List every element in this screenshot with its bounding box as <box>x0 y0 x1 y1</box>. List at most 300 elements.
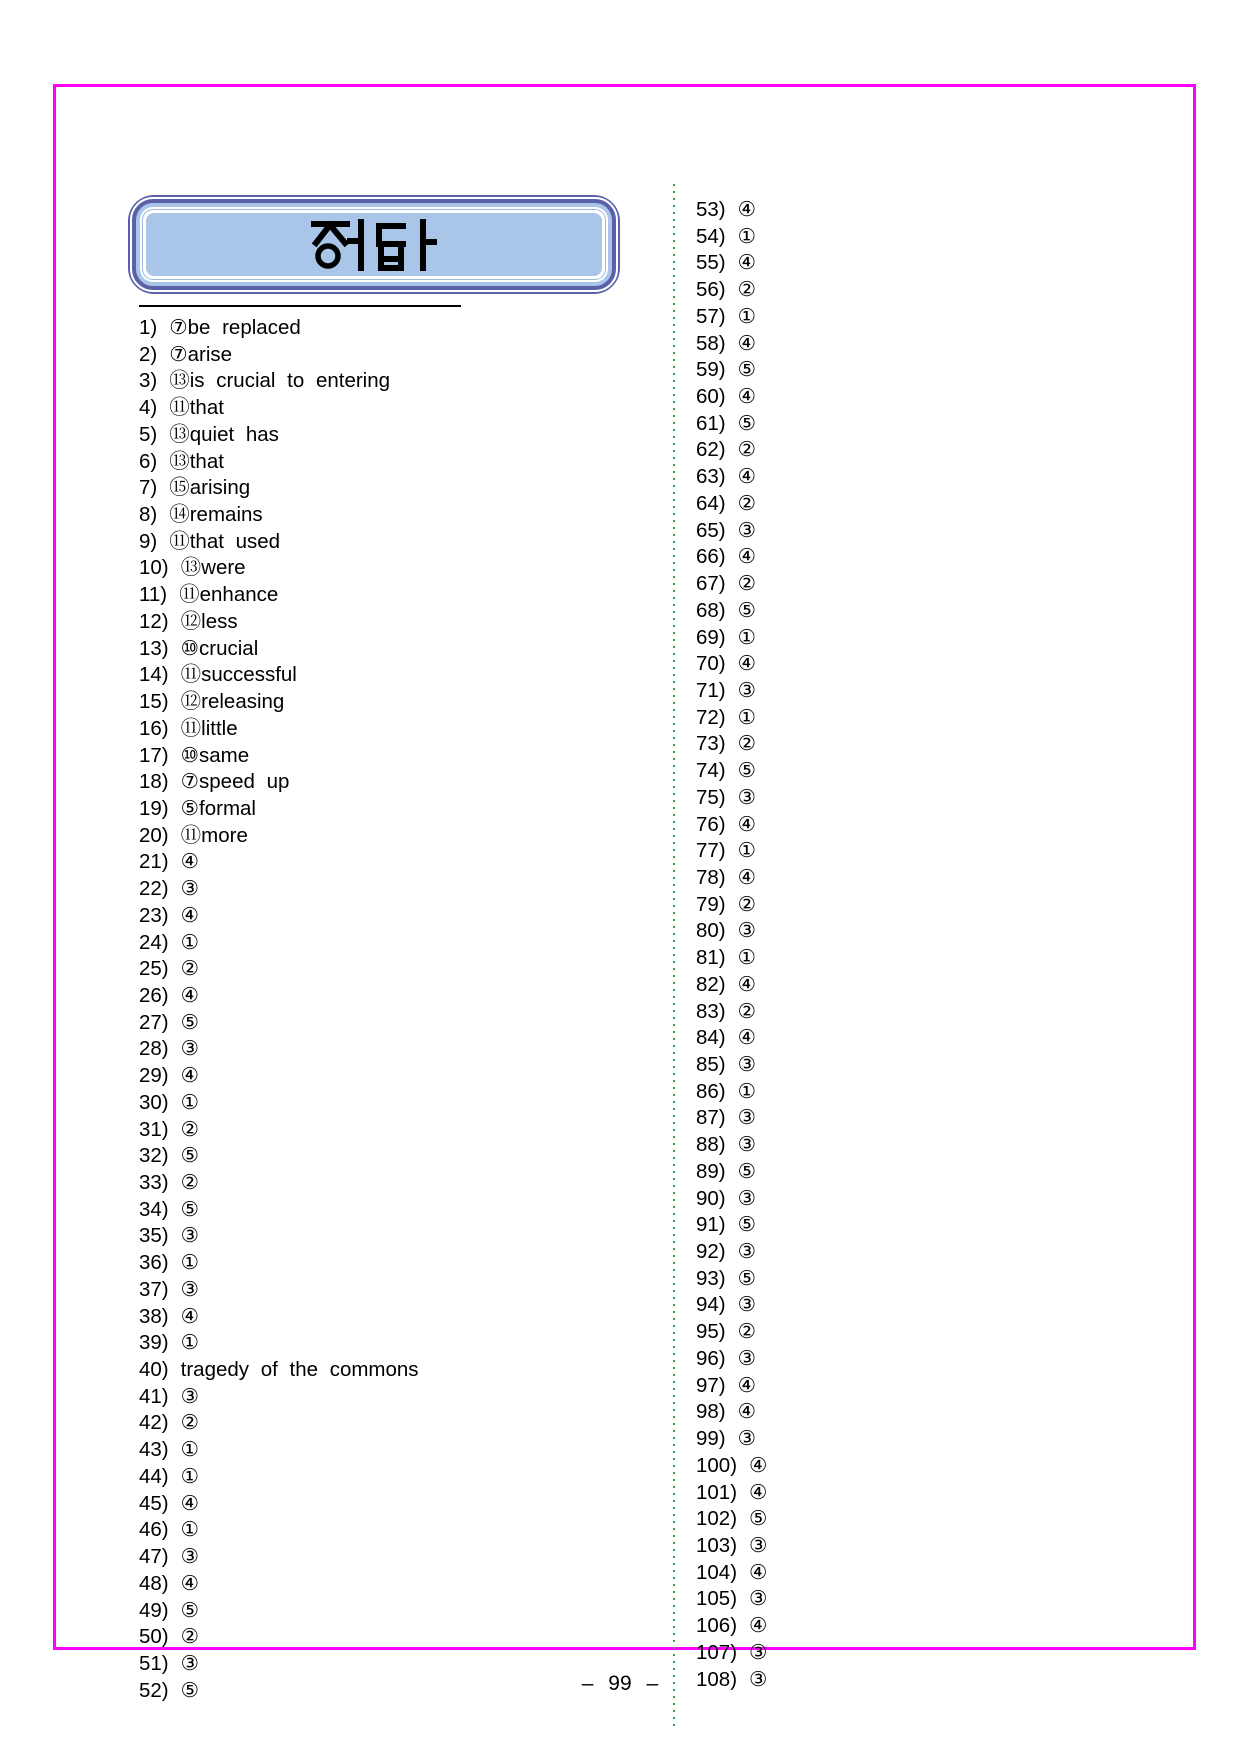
answer-row <box>139 1197 419 1224</box>
question-number: 81) <box>696 946 726 970</box>
answer-row <box>696 1453 767 1480</box>
answer-row <box>139 555 419 582</box>
question-number: 19) <box>139 796 169 820</box>
question-number: 7) <box>139 476 158 500</box>
question-number: 106) <box>696 1614 738 1638</box>
answer-row <box>139 716 419 743</box>
question-number: 37) <box>139 1277 169 1301</box>
answer-row <box>696 250 767 277</box>
question-number: 21) <box>139 850 169 874</box>
answer-value: ④ <box>749 1614 768 1638</box>
answer-value: ⑤ <box>180 1678 200 1702</box>
question-number: 46) <box>139 1518 169 1542</box>
question-number: 101) <box>696 1480 738 1504</box>
question-number: 17) <box>139 743 169 767</box>
question-number: 52) <box>139 1678 169 1702</box>
answer-value: ② <box>737 572 757 596</box>
answer-value: ⑮arising <box>169 476 251 500</box>
answer-row <box>696 945 767 972</box>
question-number: 87) <box>696 1106 726 1130</box>
answer-value: ③ <box>737 785 757 809</box>
answer-row <box>696 357 767 384</box>
question-number: 8) <box>139 503 158 527</box>
question-number: 9) <box>139 529 158 553</box>
answer-row <box>696 1292 767 1319</box>
question-number: 42) <box>139 1411 169 1435</box>
answer-value: ③ <box>737 1293 757 1317</box>
banner-layer-5 <box>142 209 606 280</box>
answer-value: ④ <box>737 1026 757 1050</box>
answer-row <box>696 1426 767 1453</box>
answer-row <box>139 1410 419 1437</box>
answer-value: ⑭remains <box>169 503 263 527</box>
question-number: 20) <box>139 823 169 847</box>
question-number: 41) <box>139 1384 169 1408</box>
answer-row <box>696 1159 767 1186</box>
answer-value: ② <box>737 438 757 462</box>
answer-value: ③ <box>180 877 200 901</box>
answer-row <box>139 903 419 930</box>
question-number: 27) <box>139 1010 169 1034</box>
answer-row <box>696 812 767 839</box>
question-number: 85) <box>696 1053 726 1076</box>
answer-row <box>696 304 767 331</box>
answer-row <box>139 1437 419 1464</box>
answer-row <box>696 1533 767 1560</box>
answer-row <box>696 705 767 732</box>
answer-value: ⑤ <box>737 1266 757 1290</box>
answer-row <box>139 1517 419 1544</box>
answer-value: ⑦arise <box>169 342 233 366</box>
answer-row <box>696 1212 767 1239</box>
question-number: 45) <box>139 1491 169 1515</box>
question-number: 78) <box>696 865 726 889</box>
answer-value: ④ <box>737 251 757 275</box>
answer-value: ④ <box>180 1571 200 1595</box>
answer-row <box>696 1105 767 1132</box>
answer-row <box>696 892 767 919</box>
answer-value: ④ <box>180 1491 200 1515</box>
answer-row <box>696 1373 767 1400</box>
banner-layer-3 <box>136 203 612 286</box>
question-number: 102) <box>696 1507 738 1531</box>
answer-row <box>696 1052 767 1079</box>
answer-value: ② <box>180 957 200 981</box>
answer-value: ⑬is crucial to entering <box>169 369 391 393</box>
answer-row <box>139 1223 419 1250</box>
question-number: 53) <box>696 198 726 221</box>
question-number: 94) <box>696 1293 726 1317</box>
answer-value: ④ <box>180 903 200 927</box>
answer-row <box>696 331 767 358</box>
answer-row <box>696 1025 767 1052</box>
answer-row <box>139 1277 419 1304</box>
answer-value: ④ <box>737 652 757 676</box>
answer-row <box>139 609 419 636</box>
question-number: 56) <box>696 278 726 302</box>
answer-value: ② <box>737 892 757 916</box>
answer-row <box>139 1304 419 1331</box>
answer-row <box>139 983 419 1010</box>
answer-value: ⑦be replaced <box>169 316 301 339</box>
answer-value: ⑪that <box>169 396 224 420</box>
question-number: 61) <box>696 411 726 435</box>
question-number: 91) <box>696 1213 726 1237</box>
answer-value: ① <box>180 930 200 954</box>
banner-layer-4 <box>140 207 608 282</box>
question-number: 108) <box>696 1667 738 1691</box>
answer-row <box>696 571 767 598</box>
answer-value: ⑤ <box>180 1144 200 1168</box>
answer-value: ③ <box>180 1545 200 1569</box>
question-number: 50) <box>139 1625 169 1649</box>
answer-value: ③ <box>737 1133 757 1157</box>
answer-row <box>139 1036 419 1063</box>
answer-value: ① <box>737 946 757 970</box>
answer-value: ① <box>180 1251 200 1275</box>
answer-row <box>696 1586 767 1613</box>
answer-value: ② <box>180 1117 200 1141</box>
answer-row <box>139 1330 419 1357</box>
question-number: 80) <box>696 919 726 943</box>
question-number: 76) <box>696 812 726 836</box>
question-number: 104) <box>696 1560 738 1584</box>
question-number: 26) <box>139 983 169 1007</box>
answer-value: ③ <box>737 1186 757 1210</box>
answer-value: ③ <box>737 1106 757 1130</box>
question-number: 23) <box>139 903 169 927</box>
answer-value: ① <box>737 304 757 328</box>
answer-value: ④ <box>180 1304 200 1328</box>
answer-row <box>696 464 767 491</box>
answer-row <box>696 544 767 571</box>
answer-row <box>696 1506 767 1533</box>
question-number: 93) <box>696 1266 726 1290</box>
answer-row <box>139 1598 419 1625</box>
answer-value: ⑬that <box>169 449 224 473</box>
answer-value: ③ <box>737 1240 757 1264</box>
answer-row <box>139 1170 419 1197</box>
answer-value: ② <box>737 491 757 515</box>
question-number: 43) <box>139 1438 169 1462</box>
answer-value: ③ <box>737 1053 757 1076</box>
answer-row <box>696 518 767 545</box>
question-number: 100) <box>696 1453 738 1477</box>
question-number: 86) <box>696 1079 726 1103</box>
question-number: 63) <box>696 465 726 489</box>
question-number: 73) <box>696 732 726 756</box>
answer-value: ③ <box>737 1346 757 1370</box>
answer-value: ⑪little <box>180 716 238 740</box>
question-number: 84) <box>696 1026 726 1050</box>
question-number: 33) <box>139 1171 169 1194</box>
question-number: 89) <box>696 1159 726 1183</box>
answer-row <box>139 636 419 663</box>
answer-value: ⑬quiet has <box>169 422 279 446</box>
answer-value: ④ <box>737 812 757 836</box>
answer-row <box>139 395 419 422</box>
answer-value: ④ <box>749 1560 768 1584</box>
answer-value: ⑤ <box>737 1213 757 1237</box>
answer-value: ④ <box>737 1400 757 1424</box>
answer-row <box>139 876 419 903</box>
answer-value: ① <box>180 1464 200 1488</box>
answer-row <box>139 1384 419 1411</box>
answer-value: ④ <box>180 983 200 1007</box>
answer-row <box>696 1480 767 1507</box>
answer-row <box>696 1132 767 1159</box>
answer-value: ⑫less <box>180 609 238 633</box>
answer-row <box>696 1640 767 1667</box>
answer-row <box>696 1613 767 1640</box>
answer-value: ③ <box>180 1277 200 1301</box>
answer-value: ② <box>737 278 757 302</box>
answer-value: ③ <box>749 1640 768 1664</box>
question-number: 60) <box>696 385 726 409</box>
answer-row <box>139 1624 419 1651</box>
question-number: 65) <box>696 518 726 542</box>
answer-value: ⑤ <box>749 1507 768 1531</box>
answer-value: ③ <box>180 1651 200 1675</box>
question-number: 64) <box>696 491 726 515</box>
answer-value: ① <box>180 1090 200 1114</box>
question-number: 58) <box>696 331 726 355</box>
answer-value: ② <box>180 1625 200 1649</box>
page-number: – 99 – <box>581 1672 659 1695</box>
answer-value: ① <box>737 839 757 863</box>
answer-value: ⑪enhance <box>179 583 279 607</box>
answer-value: ⑤ <box>737 759 757 783</box>
question-number: 29) <box>139 1064 169 1088</box>
question-number: 35) <box>139 1224 169 1248</box>
answer-row <box>139 1063 419 1090</box>
question-number: 103) <box>696 1533 738 1557</box>
answer-value: ④ <box>180 850 200 874</box>
banner-fill <box>146 213 602 276</box>
answer-row <box>139 956 419 983</box>
answer-value: ⑤ <box>180 1197 200 1221</box>
answer-value: ⑩crucial <box>180 636 259 660</box>
answer-row <box>139 449 419 476</box>
question-number: 6) <box>139 449 158 473</box>
answer-row <box>696 1266 767 1293</box>
answer-value: ⑦speed up <box>180 770 290 794</box>
answer-row <box>139 342 419 369</box>
answer-value: ① <box>737 705 757 729</box>
answer-value: ③ <box>749 1587 768 1611</box>
answer-row <box>139 1571 419 1598</box>
column-divider-dotted <box>673 184 675 1728</box>
answer-value: ⑪more <box>180 823 248 847</box>
question-number: 16) <box>139 716 169 740</box>
question-number: 75) <box>696 785 726 809</box>
answer-value: ② <box>737 999 757 1023</box>
question-number: 47) <box>139 1545 169 1569</box>
answer-value: ③ <box>737 919 757 943</box>
answer-row <box>696 1239 767 1266</box>
answer-row <box>139 849 419 876</box>
answer-value: ⑤ <box>737 598 757 622</box>
answer-value: ④ <box>737 331 757 355</box>
question-number: 40) <box>139 1358 169 1382</box>
question-number: 77) <box>696 839 726 863</box>
question-number: 36) <box>139 1251 169 1275</box>
answer-value: ④ <box>737 865 757 889</box>
answer-value: ④ <box>737 972 757 996</box>
question-number: 59) <box>696 358 726 382</box>
answer-row <box>139 743 419 770</box>
answer-value: ⑤ <box>737 358 757 382</box>
answer-value: ③ <box>180 1037 200 1061</box>
answer-row <box>696 1079 767 1106</box>
answer-row <box>696 1399 767 1426</box>
question-number: 55) <box>696 251 726 275</box>
answer-value: ④ <box>737 198 757 221</box>
question-number: 39) <box>139 1331 169 1355</box>
answer-value: ④ <box>737 385 757 409</box>
question-number: 10) <box>139 556 169 580</box>
answers-column-right <box>696 197 767 1693</box>
question-number: 4) <box>139 396 158 420</box>
answer-row <box>139 662 419 689</box>
question-number: 72) <box>696 705 726 729</box>
question-number: 67) <box>696 572 726 596</box>
answer-value: ⑪successful <box>180 663 297 687</box>
answer-row <box>696 1346 767 1373</box>
answer-row <box>139 1143 419 1170</box>
question-number: 97) <box>696 1373 726 1397</box>
answer-row <box>696 785 767 812</box>
answer-row <box>696 598 767 625</box>
question-number: 68) <box>696 598 726 622</box>
question-number: 62) <box>696 438 726 462</box>
question-number: 98) <box>696 1400 726 1424</box>
answer-value: ③ <box>749 1667 768 1691</box>
answer-value: ④ <box>737 1373 757 1397</box>
answer-row <box>696 731 767 758</box>
answer-value: ② <box>180 1411 200 1435</box>
question-number: 82) <box>696 972 726 996</box>
question-number: 96) <box>696 1346 726 1370</box>
question-number: 70) <box>696 652 726 676</box>
question-number: 30) <box>139 1090 169 1114</box>
answer-row <box>139 689 419 716</box>
answer-row <box>139 823 419 850</box>
answer-row <box>139 315 419 342</box>
answer-row <box>139 502 419 529</box>
title-underline <box>139 305 461 307</box>
answer-row <box>139 475 419 502</box>
answer-value: ⑤ <box>737 411 757 435</box>
answer-value: ⑤ <box>737 1159 757 1183</box>
question-number: 69) <box>696 625 726 649</box>
question-number: 31) <box>139 1117 169 1141</box>
question-number: 107) <box>696 1640 738 1664</box>
question-number: 1) <box>139 316 158 339</box>
answer-row <box>696 491 767 518</box>
answer-row <box>139 582 419 609</box>
answer-value: ③ <box>180 1384 200 1408</box>
answer-row <box>696 838 767 865</box>
answer-row <box>696 277 767 304</box>
answer-value: ③ <box>749 1533 768 1557</box>
page-title-hangul-art <box>311 219 437 271</box>
answer-row <box>696 758 767 785</box>
question-number: 74) <box>696 759 726 783</box>
question-number: 48) <box>139 1571 169 1595</box>
answer-value: ② <box>737 1320 757 1344</box>
answer-row <box>696 999 767 1026</box>
answer-row <box>696 1186 767 1213</box>
question-number: 51) <box>139 1651 169 1675</box>
question-number: 32) <box>139 1144 169 1168</box>
answer-row <box>696 1319 767 1346</box>
answer-value: ④ <box>749 1453 768 1477</box>
question-number: 54) <box>696 224 726 248</box>
question-number: 25) <box>139 957 169 981</box>
answer-row <box>139 529 419 556</box>
answer-value: tragedy of the commons <box>180 1358 419 1382</box>
answer-value: ④ <box>749 1480 768 1504</box>
answer-row <box>696 918 767 945</box>
question-number: 83) <box>696 999 726 1023</box>
question-number: 71) <box>696 678 726 702</box>
answer-value: ① <box>737 1079 757 1103</box>
answer-row <box>696 865 767 892</box>
question-number: 24) <box>139 930 169 954</box>
question-number: 66) <box>696 545 726 569</box>
answer-row <box>139 1090 419 1117</box>
answer-row <box>696 678 767 705</box>
answer-row <box>139 930 419 957</box>
answer-value: ④ <box>737 465 757 489</box>
banner-layer-2 <box>130 197 618 292</box>
answer-value: ⑩same <box>180 743 250 767</box>
question-number: 105) <box>696 1587 738 1611</box>
answer-row <box>139 1010 419 1037</box>
banner-layer-outer <box>128 195 620 294</box>
question-number: 5) <box>139 422 158 446</box>
answer-value: ⑤ <box>180 1010 200 1034</box>
question-number: 13) <box>139 636 169 660</box>
question-number: 88) <box>696 1133 726 1157</box>
answer-row <box>696 197 767 224</box>
answer-row <box>139 1117 419 1144</box>
answer-value: ③ <box>180 1224 200 1248</box>
answer-value: ⑫releasing <box>180 690 285 714</box>
answer-title-banner <box>128 195 620 294</box>
answer-value: ① <box>737 224 757 248</box>
answer-row <box>696 1560 767 1587</box>
question-number: 57) <box>696 304 726 328</box>
answer-row <box>139 1491 419 1518</box>
answer-row <box>139 422 419 449</box>
answer-row <box>696 224 767 251</box>
answer-row <box>696 972 767 999</box>
answer-value: ③ <box>737 518 757 542</box>
answer-row <box>139 796 419 823</box>
question-number: 22) <box>139 877 169 901</box>
question-number: 28) <box>139 1037 169 1061</box>
answer-row <box>696 651 767 678</box>
question-number: 49) <box>139 1598 169 1622</box>
answer-row <box>139 1357 419 1384</box>
question-number: 12) <box>139 609 169 633</box>
answer-value: ⑤ <box>180 1598 200 1622</box>
answer-row <box>696 625 767 652</box>
answer-value: ⑬were <box>180 556 246 580</box>
answer-row <box>696 411 767 438</box>
